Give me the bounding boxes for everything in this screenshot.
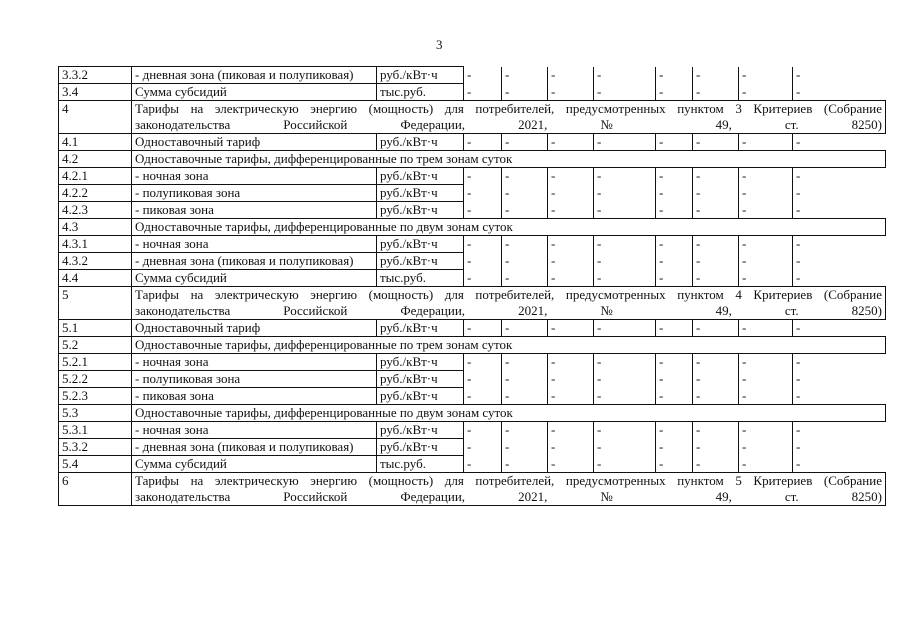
row-number: 4.1: [59, 134, 132, 151]
value-cell: -: [739, 439, 793, 456]
value-cell: -: [548, 422, 594, 439]
value-cell: -: [693, 354, 739, 371]
value-cell: -: [464, 84, 502, 101]
value-cell: -: [464, 202, 502, 219]
subsection-title: Одноставочные тарифы, дифференцированные по двум зонам суток: [132, 405, 886, 422]
row-number: 5.2: [59, 337, 132, 354]
row-number: 4.3: [59, 219, 132, 236]
value-cell: -: [739, 134, 793, 151]
value-cell: -: [502, 253, 548, 270]
section-title: Тарифы на электрическую энергию (мощность) для потребителей, предусмотренных пунктом 5 Критериев (Собрание законодательства Российской Федерации, 2021, № 49, ст. 8250): [132, 473, 886, 506]
row-unit: руб./кВт·ч: [377, 371, 464, 388]
row-unit: руб./кВт·ч: [377, 320, 464, 337]
value-cell: -: [594, 134, 656, 151]
value-cell: -: [548, 168, 594, 185]
page-number: 3: [436, 37, 443, 52]
value-cell: -: [594, 422, 656, 439]
value-cell: -: [464, 354, 502, 371]
value-cell: -: [548, 354, 594, 371]
value-cell: -: [594, 320, 656, 337]
row-name: - пиковая зона: [132, 202, 377, 219]
row-number: 4: [59, 101, 132, 134]
value-cell: -: [548, 202, 594, 219]
value-cell: -: [656, 439, 693, 456]
value-cell: -: [739, 67, 793, 84]
value-cell: -: [656, 422, 693, 439]
value-cell: -: [594, 270, 656, 287]
value-cell: -: [693, 456, 739, 473]
value-cell: -: [656, 354, 693, 371]
value-cell: -: [502, 67, 548, 84]
value-cell: -: [548, 134, 594, 151]
value-cell: -: [594, 253, 656, 270]
row-number: 4.3.1: [59, 236, 132, 253]
value-cell: -: [693, 185, 739, 202]
table-row: [59, 253, 886, 270]
table-row: [59, 84, 886, 101]
value-cell: -: [693, 202, 739, 219]
row-number: 5.2.3: [59, 388, 132, 405]
value-cell: -: [548, 371, 594, 388]
row-name: - дневная зона (пиковая и полупиковая): [132, 439, 377, 456]
value-cell: -: [594, 202, 656, 219]
value-cell: -: [656, 168, 693, 185]
value-cell: -: [464, 422, 502, 439]
value-cell: -: [502, 84, 548, 101]
table-row: [59, 101, 886, 134]
subsection-title: Одноставочные тарифы, дифференцированные по трем зонам суток: [132, 151, 886, 168]
table-row: [59, 270, 886, 287]
row-name: - ночная зона: [132, 168, 377, 185]
value-cell: -: [793, 439, 886, 456]
table-row: [59, 422, 886, 439]
value-cell: -: [793, 456, 886, 473]
value-cell: -: [693, 270, 739, 287]
value-cell: -: [793, 422, 886, 439]
value-cell: -: [594, 67, 656, 84]
row-number: 4.3.2: [59, 253, 132, 270]
value-cell: -: [739, 388, 793, 405]
table-row: [59, 151, 886, 168]
row-number: 5.3: [59, 405, 132, 422]
value-cell: -: [548, 67, 594, 84]
section-title: Тарифы на электрическую энергию (мощность) для потребителей, предусмотренных пунктом 3 Критериев (Собрание законодательства Российской Федерации, 2021, № 49, ст. 8250): [132, 101, 886, 134]
value-cell: -: [594, 84, 656, 101]
row-unit: руб./кВт·ч: [377, 253, 464, 270]
value-cell: -: [739, 84, 793, 101]
value-cell: -: [464, 371, 502, 388]
value-cell: -: [793, 320, 886, 337]
row-number: 4.2: [59, 151, 132, 168]
value-cell: -: [693, 439, 739, 456]
table-row: [59, 388, 886, 405]
value-cell: -: [693, 168, 739, 185]
row-name: Одноставочный тариф: [132, 320, 377, 337]
row-unit: руб./кВт·ч: [377, 439, 464, 456]
value-cell: -: [793, 371, 886, 388]
value-cell: -: [739, 422, 793, 439]
value-cell: -: [594, 185, 656, 202]
value-cell: -: [793, 253, 886, 270]
value-cell: -: [693, 134, 739, 151]
row-number: 4.2.3: [59, 202, 132, 219]
value-cell: -: [502, 168, 548, 185]
value-cell: -: [693, 388, 739, 405]
value-cell: -: [739, 354, 793, 371]
value-cell: -: [656, 84, 693, 101]
value-cell: -: [464, 456, 502, 473]
value-cell: -: [548, 270, 594, 287]
row-name: - дневная зона (пиковая и полупиковая): [132, 67, 377, 84]
value-cell: -: [739, 236, 793, 253]
value-cell: -: [656, 67, 693, 84]
value-cell: -: [739, 320, 793, 337]
value-cell: -: [464, 134, 502, 151]
value-cell: -: [594, 371, 656, 388]
value-cell: -: [739, 371, 793, 388]
value-cell: -: [548, 439, 594, 456]
value-cell: -: [656, 371, 693, 388]
table-row: [59, 439, 886, 456]
value-cell: -: [502, 422, 548, 439]
row-unit: руб./кВт·ч: [377, 354, 464, 371]
row-unit: тыс.руб.: [377, 84, 464, 101]
value-cell: -: [548, 253, 594, 270]
row-number: 5.3.2: [59, 439, 132, 456]
value-cell: -: [464, 270, 502, 287]
value-cell: -: [693, 67, 739, 84]
value-cell: -: [464, 67, 502, 84]
row-name: Одноставочный тариф: [132, 134, 377, 151]
row-number: 4.4: [59, 270, 132, 287]
row-unit: тыс.руб.: [377, 456, 464, 473]
value-cell: -: [502, 134, 548, 151]
row-number: 5.4: [59, 456, 132, 473]
value-cell: -: [502, 354, 548, 371]
value-cell: -: [594, 236, 656, 253]
subsection-title: Одноставочные тарифы, дифференцированные по двум зонам суток: [132, 219, 886, 236]
row-unit: руб./кВт·ч: [377, 134, 464, 151]
value-cell: -: [656, 253, 693, 270]
value-cell: -: [502, 320, 548, 337]
row-name: Сумма субсидий: [132, 456, 377, 473]
value-cell: -: [502, 439, 548, 456]
table-row: [59, 287, 886, 320]
row-number: 6: [59, 473, 132, 506]
row-unit: руб./кВт·ч: [377, 388, 464, 405]
table-row: [59, 236, 886, 253]
row-number: 5: [59, 287, 132, 320]
value-cell: -: [464, 168, 502, 185]
value-cell: -: [693, 253, 739, 270]
value-cell: -: [739, 270, 793, 287]
value-cell: -: [656, 270, 693, 287]
tariff-table: [58, 66, 886, 506]
row-name: - пиковая зона: [132, 388, 377, 405]
value-cell: -: [502, 202, 548, 219]
value-cell: -: [594, 388, 656, 405]
value-cell: -: [693, 320, 739, 337]
row-name: - дневная зона (пиковая и полупиковая): [132, 253, 377, 270]
row-name: Сумма субсидий: [132, 84, 377, 101]
row-unit: тыс.руб.: [377, 270, 464, 287]
value-cell: -: [656, 185, 693, 202]
value-cell: -: [739, 168, 793, 185]
row-name: - ночная зона: [132, 422, 377, 439]
value-cell: -: [548, 456, 594, 473]
table-row: [59, 185, 886, 202]
value-cell: -: [464, 236, 502, 253]
row-unit: руб./кВт·ч: [377, 236, 464, 253]
value-cell: -: [464, 320, 502, 337]
value-cell: -: [739, 253, 793, 270]
row-unit: руб./кВт·ч: [377, 202, 464, 219]
row-number: 4.2.1: [59, 168, 132, 185]
value-cell: -: [793, 236, 886, 253]
row-unit: руб./кВт·ч: [377, 422, 464, 439]
row-number: 5.3.1: [59, 422, 132, 439]
value-cell: -: [693, 236, 739, 253]
value-cell: -: [656, 134, 693, 151]
value-cell: -: [793, 185, 886, 202]
row-name: Сумма субсидий: [132, 270, 377, 287]
value-cell: -: [502, 236, 548, 253]
value-cell: -: [739, 456, 793, 473]
value-cell: -: [464, 253, 502, 270]
table-row: [59, 354, 886, 371]
row-number: 5.2.2: [59, 371, 132, 388]
value-cell: -: [502, 456, 548, 473]
table-row: [59, 337, 886, 354]
row-name: - ночная зона: [132, 354, 377, 371]
value-cell: -: [693, 422, 739, 439]
value-cell: -: [793, 388, 886, 405]
value-cell: -: [693, 371, 739, 388]
value-cell: -: [693, 84, 739, 101]
table-row: [59, 134, 886, 151]
row-unit: руб./кВт·ч: [377, 67, 464, 84]
table-row: [59, 67, 886, 84]
value-cell: -: [502, 270, 548, 287]
value-cell: -: [793, 168, 886, 185]
value-cell: -: [656, 236, 693, 253]
value-cell: -: [656, 388, 693, 405]
table-row: [59, 371, 886, 388]
table-row: [59, 219, 886, 236]
table-row: [59, 168, 886, 185]
value-cell: -: [548, 84, 594, 101]
row-unit: руб./кВт·ч: [377, 185, 464, 202]
row-name: - полупиковая зона: [132, 185, 377, 202]
row-name: - полупиковая зона: [132, 371, 377, 388]
value-cell: -: [793, 202, 886, 219]
value-cell: -: [656, 320, 693, 337]
table-row: [59, 456, 886, 473]
value-cell: -: [548, 236, 594, 253]
row-number: 4.2.2: [59, 185, 132, 202]
value-cell: -: [793, 134, 886, 151]
value-cell: -: [594, 456, 656, 473]
value-cell: -: [656, 456, 693, 473]
value-cell: -: [594, 168, 656, 185]
row-number: 5.2.1: [59, 354, 132, 371]
value-cell: -: [793, 67, 886, 84]
table-row: [59, 473, 886, 506]
value-cell: -: [464, 388, 502, 405]
value-cell: -: [502, 371, 548, 388]
value-cell: -: [548, 388, 594, 405]
value-cell: -: [793, 354, 886, 371]
value-cell: -: [464, 439, 502, 456]
value-cell: -: [793, 270, 886, 287]
row-number: 3.4: [59, 84, 132, 101]
subsection-title: Одноставочные тарифы, дифференцированные по трем зонам суток: [132, 337, 886, 354]
value-cell: -: [502, 388, 548, 405]
value-cell: -: [464, 185, 502, 202]
section-title: Тарифы на электрическую энергию (мощность) для потребителей, предусмотренных пунктом 4 Критериев (Собрание законодательства Российской Федерации, 2021, № 49, ст. 8250): [132, 287, 886, 320]
table-row: [59, 405, 886, 422]
value-cell: -: [594, 354, 656, 371]
value-cell: -: [793, 84, 886, 101]
row-number: 3.3.2: [59, 67, 132, 84]
value-cell: -: [739, 185, 793, 202]
value-cell: -: [656, 202, 693, 219]
row-name: - ночная зона: [132, 236, 377, 253]
value-cell: -: [739, 202, 793, 219]
row-unit: руб./кВт·ч: [377, 168, 464, 185]
value-cell: -: [594, 439, 656, 456]
row-number: 5.1: [59, 320, 132, 337]
table-row: [59, 320, 886, 337]
value-cell: -: [548, 185, 594, 202]
value-cell: -: [548, 320, 594, 337]
table-row: [59, 202, 886, 219]
value-cell: -: [502, 185, 548, 202]
table-body: [59, 67, 886, 506]
